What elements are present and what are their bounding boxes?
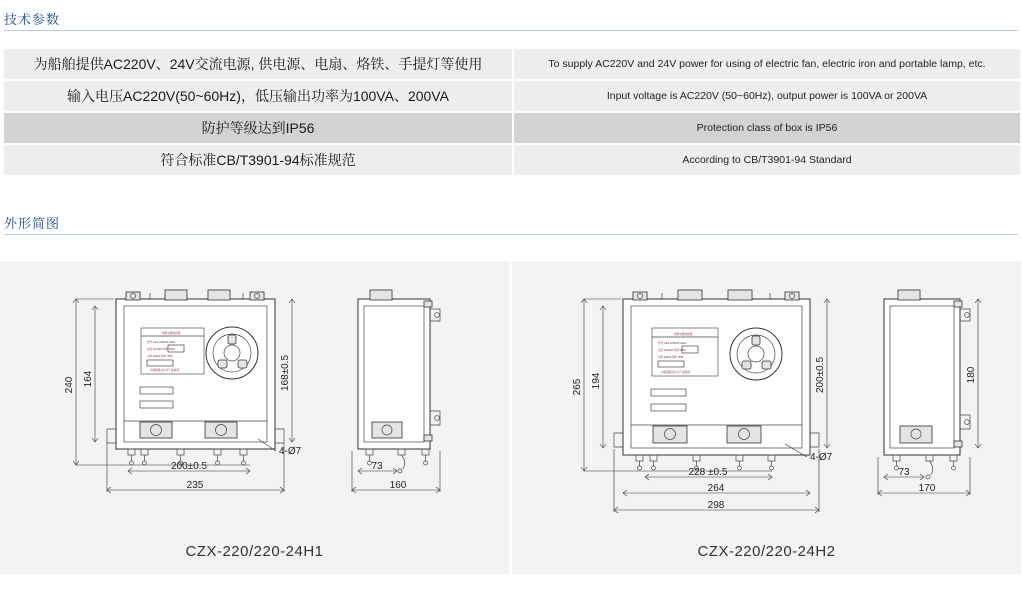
svg-text:功率 200VA 防护 IP56: 功率 200VA 防护 IP56 bbox=[658, 356, 684, 359]
section-rule-outline bbox=[4, 234, 1018, 235]
dim-front-height-inner: 164 bbox=[83, 370, 94, 388]
spec-cell-en: According to CB/T3901-94 Standard bbox=[514, 145, 1020, 175]
spec-cell-en: Input voltage is AC220V (50~60Hz), output power is 100VA or 200VA bbox=[514, 81, 1020, 111]
section-title-outline: 外形简图 bbox=[4, 216, 61, 231]
drawing-panel-h1 bbox=[0, 261, 509, 574]
dim-front-width-outer: 298 bbox=[707, 500, 725, 511]
dim-front-height-inner: 194 bbox=[591, 372, 602, 390]
svg-text:电压 AC220V 频率 50Hz: 电压 AC220V 频率 50Hz bbox=[147, 348, 176, 351]
dim-side-height: 180 bbox=[966, 366, 977, 384]
svg-text:型号 CZX-220/220-24H2: 型号 CZX-220/220-24H2 bbox=[658, 342, 687, 345]
drawing-caption-h1: CZX-220/220-24H1 bbox=[185, 543, 324, 560]
spec-cell-cn: 符合标准CB/T3901-94标准规范 bbox=[4, 145, 512, 175]
dim-hole-note: 4-Ø7 bbox=[279, 446, 302, 457]
dim-front-width-mount: 228 ±0.5 bbox=[688, 467, 728, 478]
dim-front-width-outer: 235 bbox=[186, 480, 204, 491]
spec-table bbox=[4, 49, 1020, 175]
spec-cell-cn: 为船舶提供AC220V、24V交流电源, 供电源、电扇、烙铁、手提灯等使用 bbox=[4, 49, 512, 79]
dim-front-width-mount: 200±0.5 bbox=[170, 461, 208, 472]
dim-front-height-outer: 240 bbox=[64, 376, 75, 394]
spec-cell-en: To supply AC220V and 24V power for using of electric fan, electric iron and portable lamp, etc. bbox=[514, 49, 1020, 79]
svg-text:型号 CZX-220/220-24H1: 型号 CZX-220/220-24H1 bbox=[147, 341, 176, 344]
drawing-caption-h2: CZX-220/220-24H2 bbox=[697, 543, 836, 560]
dim-side-width-outer: 170 bbox=[918, 483, 936, 494]
svg-text:中国船级社认可产品制造厂: 中国船级社认可产品制造厂 bbox=[150, 369, 182, 372]
dim-side-width-small: 73 bbox=[371, 461, 383, 472]
spec-col-chinese bbox=[4, 49, 512, 175]
svg-text:船用电源插座箱: 船用电源插座箱 bbox=[162, 332, 181, 335]
dim-side-width-small: 73 bbox=[898, 467, 910, 478]
dim-right-height: 168±0.5 bbox=[280, 354, 291, 392]
dim-front-height-outer: 265 bbox=[572, 378, 583, 396]
dim-side-width-outer: 160 bbox=[389, 480, 407, 491]
dim-hole-note: 4-Ø7 bbox=[810, 452, 833, 463]
spec-cell-cn: 输入电压AC220V(50~60Hz)，低压输出功率为100VA、200VA bbox=[4, 81, 512, 111]
outline-drawing-h1 bbox=[0, 261, 509, 574]
outline-drawing-h2 bbox=[512, 261, 1021, 574]
drawing-panels bbox=[0, 261, 1022, 574]
svg-text:中国船级社认可产品制造厂: 中国船级社认可产品制造厂 bbox=[661, 371, 693, 374]
section-title-specs: 技术参数 bbox=[4, 12, 61, 27]
spec-cell-en: Protection class of box is IP56 bbox=[514, 113, 1020, 143]
dim-front-width-mid: 264 bbox=[707, 483, 725, 494]
svg-text:功率 200VA 防护 IP56: 功率 200VA 防护 IP56 bbox=[147, 355, 173, 358]
svg-text:船用电源插座箱: 船用电源插座箱 bbox=[674, 333, 693, 336]
dim-right-height: 200±0.5 bbox=[815, 356, 826, 394]
spec-cell-cn: 防护等级达到IP56 bbox=[4, 113, 512, 143]
section-rule-specs bbox=[4, 30, 1018, 31]
spec-col-english bbox=[514, 49, 1020, 175]
svg-text:电压 AC220V 频率 50Hz: 电压 AC220V 频率 50Hz bbox=[658, 349, 687, 352]
drawing-panel-h2 bbox=[512, 261, 1021, 574]
